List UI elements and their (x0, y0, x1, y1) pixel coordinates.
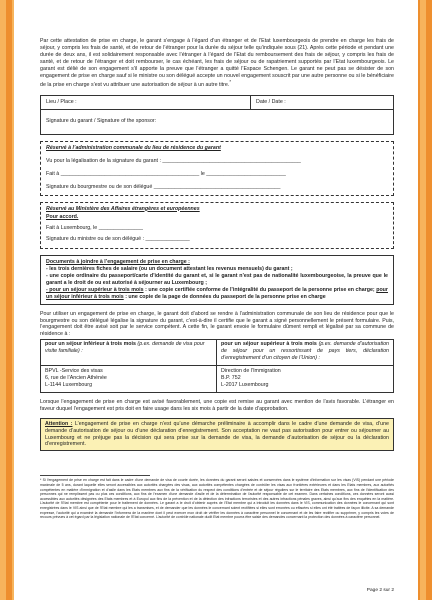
attention-box (40, 418, 394, 452)
intro-text: Par cette attestation de prise en charge, le garant s’engage à l’égard d’un étranger et de l’Etat luxembourgeois de prendre en charge les frais de séjour, y compris les frais de santé, et de retour de l’étranger pour la durée du séjour telle qu’indiquée sous (21). Après cette période et pendant une durée de deux ans, il est solidairement responsable avec l’étranger à l’égard de l’Etat du remboursement des frais de séjour, y compris les frais de santé, et de retour de l’étranger et doit rembourser, le cas échéant, les frais de séjour ou de rapatriement supportés par l’Etat luxembourgeois. Le garant est délié de son engagement s’il apporte la preuve que l’étranger a quitté l’Espace Schengen. Le garant ne peut pas se désister de son engagement de prise en charge sauf si le ministre ou son délégué accepte un nouvel engagement souscrit par une autre personne ou si le bénéficiaire de la prise en charge s’est vu attribuer une autorisation de séjour à un autre titre. (40, 38, 394, 89)
documents-item-passport (46, 287, 388, 301)
place-field[interactable] (41, 96, 251, 109)
ministry-box (40, 202, 394, 250)
page-number: Page 2 sur 2 (366, 588, 394, 593)
documents-item-salary: - les trois dernières fiches de salaire (ou un document attestant les revenus mensuels) du garant ; (46, 266, 293, 273)
address-line: 6, rue de l’Ancien Athénée (45, 375, 107, 382)
long-stay-header (217, 340, 393, 366)
place-label: Lieu / Place : (46, 99, 77, 106)
long-stay-address (217, 340, 393, 392)
long-stay-head-text: (p.ex. demande d’autorisation de séjour pour un ressortissant de pays tiers, déclaration d’enregistrement d’un citoyen de l’Union) : (221, 341, 390, 362)
footnote-section (40, 475, 394, 519)
short-stay-label: pour un séjour inférieur à trois mois (46, 286, 388, 300)
commune-box (40, 141, 394, 196)
documents-item-id: - une copie ordinaire du passeport/carte d’identité du garant et, si le garant n’est pas de nationalité luxembourgeoise, la preuve que le garant a le droit de ou est autorisé à séjourner au Luxembourg ; (46, 272, 388, 286)
sponsor-signature-label: Signature du garant / Signature of the sponsor: (46, 118, 157, 125)
long-stay-head-label: pour un séjour supérieur à trois mois (221, 341, 317, 348)
short-stay-header (41, 340, 216, 366)
footnote-divider (40, 475, 150, 476)
address-line: L-1144 Luxembourg (45, 382, 93, 389)
commune-fait-a-line[interactable]: Fait à _______________________________________________ le ___________________________ (46, 170, 286, 177)
documents-title: Documents à joindre à l’engagement de prise en charge : (46, 259, 190, 266)
intro-paragraph (40, 38, 394, 89)
document-page (14, 0, 418, 600)
long-stay-label: - pour un séjour supérieur à trois mois (46, 286, 144, 293)
address-line: L-2017 Luxembourg (221, 382, 269, 389)
attention-text: L’engagement de prise en charge n’est qu’une démarche préliminaire à accomplir dans le cadre d’une demande de visa, d’une demande d’autorisation de séjour ou d’une déclaration d’enregistrement. Son acceptation ne vaut pas autorisation pour entrer ou séjourner au Luxembourg et ne préjuge pas la décision qui sera prise sur la demande de visa, la demande d’autorisation de séjour ou la déclaration d’enregistrement. (45, 420, 389, 448)
long-stay-text: : une copie certifiée conforme de l’intégralité du passeport de la personne prise en charge; (143, 286, 377, 293)
ministry-fait-a-line[interactable]: Fait à Luxembourg, le _______________ (46, 225, 143, 232)
ministry-box-title: Réservé au Ministère des Affaires étrangères et européennes (46, 205, 200, 212)
address-table (40, 339, 394, 393)
mayor-signature-line[interactable]: Signature du bourgmestre ou de son délégué ___________________________________________ (46, 183, 281, 190)
sponsor-signature-box (40, 95, 394, 135)
short-stay-head-text: (p.ex. demande de visa pour visite familiale) : (45, 341, 205, 355)
short-stay-address (41, 340, 217, 392)
commune-box-title: Réservé à l’administration communale du lieu de résidence du garant (46, 144, 221, 151)
short-stay-text: : une copie de la page de données du passeport de la personne prise en charge (123, 293, 326, 300)
pour-accord-label: Pour accord. (46, 214, 79, 221)
procedure-paragraph: Pour utiliser un engagement de prise en charge, le garant doit d’abord se rendre à l’administration communale de son lieu de résidence pour que le bourgmestre ou son délégué légalise la signature du garant, c’est-à-dire il certifie que le garant a signé personnellement le présent formulaire. Puis, l’engagement doit être avisé soit par le service compétent. A cette fin, le garant envoie le formulaire dûment rempli et légalisé par sa commune de résidence à : (40, 310, 394, 338)
attention-label: Attention : (45, 420, 73, 427)
date-field[interactable] (251, 96, 393, 109)
short-stay-head-label: pour un séjour inférieur à trois mois (45, 341, 136, 348)
address-line: Direction de l’Immigration (221, 368, 281, 375)
sponsor-signature-field[interactable] (41, 110, 393, 134)
documents-box (40, 255, 394, 304)
address-line: BPVL -Service des visas (45, 368, 103, 375)
footnote-mark: * (229, 79, 232, 85)
minister-signature-line[interactable]: Signature du ministre ou de son délégué : _______________ (46, 236, 190, 243)
legalisation-line[interactable]: Vu pour la légalisation de la signature du garant : _______________________________________________ (46, 157, 301, 164)
favourable-paragraph: Lorsque l’engagement de prise en charge est avisé favorablement, une copie est remise au garant avec mention de l’avis favorable. L’étranger en faveur duquel l’engagement est pris doit en faire usage dans les six mois à partir de la date d’approbation. (40, 398, 394, 412)
date-label: Date / Date : (256, 99, 286, 106)
footnote-text: * Si l’engagement de prise en charge est fait dans le cadre d’une demande de visa de courte durée, les données du garant seront saisies et conservées dans le système d’information sur les visas (VIS) pendant une période maximale de 5 ans, durant laquelle elles seront accessibles aux autorités chargées des visas, aux autorités compétentes chargées de contrôler les visas aux frontières extérieures et dans les Etats membres, aux autorités compétentes en matière d’immigration et d’asile dans les Etats membres aux fins de la vérification du respect des conditions d’entrée et de séjour réguliers sur le territoire des Etats membres, aux fins de l’identification des personnes qui ne remplissent pas ou plus ces conditions, aux fins de l’examen d’une demande d’asile et de la détermination de l’autorité responsable de cet examen. Dans certaines conditions, ces données seront aussi accessibles aux autorités désignées des Etats membres et à Europol aux fins de la prévention et de la détection des infractions terroristes et des autres infractions pénales graves, ainsi qu’aux fins des enquêtes en la matière. L’autorité de l’Etat membre est compétente pour le traitement de données. Le garant a le droit d’obtenir auprès de l’Etat membre qui a introduit les données dans le VIS, communication des données le concernant qui sont enregistrées dans le VIS ainsi que de l’Etat membre qui les a transmises, et de demander que les données le concernant soient rectifiées si elles sont erronées ou effacées si elles ont été traitées de façon illicite. A sa demande expresse, l’autorité qui a examiné la demande l’informera de la manière dont il peut exercer mon droit de vérifier les données à caractère personnel le concernant et de les faire rectifier ou supprimer, y compris les voies de recours prévues à cet égard par la législation nationale de l’Etat concerné. L’autorité de contrôle nationale dudit Etat membre pourra être saisie des demandes concernant la protection des données à caractère personnel. (40, 478, 394, 520)
address-line: B.P. 752 (221, 375, 241, 382)
